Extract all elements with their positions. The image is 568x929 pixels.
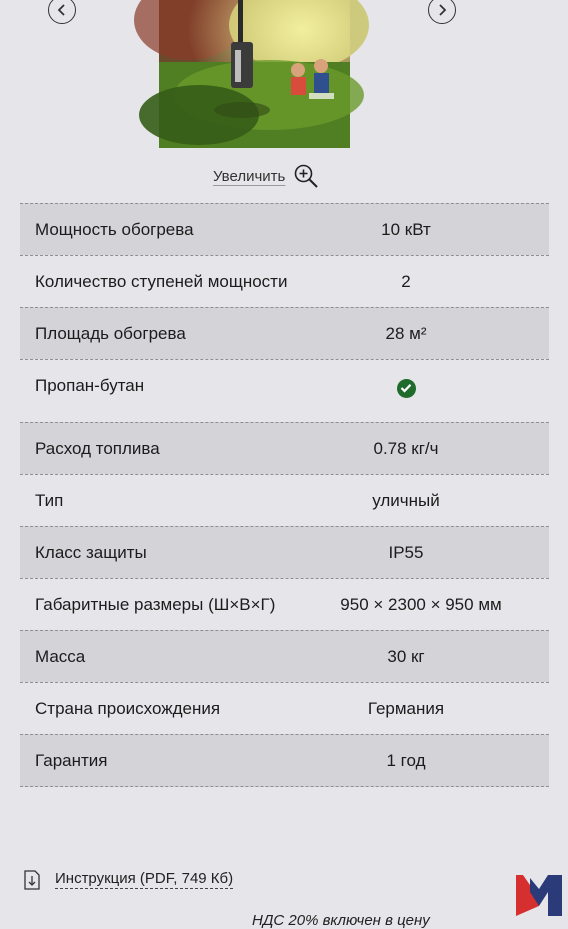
spec-value: IP55 (388, 543, 424, 562)
gallery-prev-button[interactable] (48, 0, 76, 24)
spec-value: 28 м² (385, 324, 427, 343)
spec-value: Германия (367, 699, 445, 718)
spec-name: Мощность обогрева (35, 220, 194, 239)
spec-row-weight (20, 630, 549, 682)
spec-value: 10 кВт (381, 220, 431, 239)
spec-value: уличный (372, 491, 440, 510)
spec-row-heating-area (20, 307, 549, 359)
manual-label[interactable]: Инструкция (PDF, 749 Кб) (55, 869, 234, 887)
spec-name: Площадь обогрева (35, 324, 186, 343)
spec-name: Масса (35, 647, 86, 666)
download-icon (24, 868, 40, 890)
spec-name: Страна происхождения (35, 699, 221, 718)
brand-logo-icon[interactable] (514, 872, 564, 917)
spec-name: Расход топлива (35, 439, 160, 458)
spec-value (303, 360, 549, 411)
spec-name: Тип (35, 491, 64, 510)
gallery-next-button[interactable] (428, 0, 456, 24)
spec-row-fuel-consumption (20, 422, 549, 474)
chevron-left-icon (56, 3, 68, 17)
zoom-link[interactable] (213, 163, 319, 189)
zoom-in-icon (293, 163, 319, 189)
zoom-label[interactable]: Увеличить (213, 167, 286, 185)
spec-name: Пропан-бутан (35, 376, 145, 395)
spec-row-country (20, 682, 549, 734)
spec-row-protection-class (20, 526, 549, 578)
check-circle-icon (397, 379, 416, 398)
spec-value: 30 кг (387, 647, 425, 666)
spec-value: 950 × 2300 × 950 мм (340, 595, 502, 614)
tax-note: НДС 20% включен в цену (252, 912, 430, 929)
spec-value: 2 (401, 272, 411, 291)
spec-value: 1 год (386, 751, 426, 770)
spec-row-power-steps (20, 255, 549, 307)
chevron-right-icon (436, 3, 448, 17)
spec-row-dimensions (20, 578, 549, 630)
product-photo[interactable] (159, 0, 350, 148)
spec-name: Класс защиты (35, 543, 147, 562)
spec-row-warranty (20, 734, 549, 787)
spec-row-type (20, 474, 549, 526)
spec-name: Габаритные размеры (Ш×В×Г) (35, 595, 276, 614)
spec-name: Количество ступеней мощности (35, 272, 288, 291)
specs-table (20, 203, 549, 787)
spec-row-heating-power (20, 203, 549, 255)
manual-download-link[interactable] (24, 868, 233, 890)
product-photo-image (159, 0, 350, 148)
spec-name: Гарантия (35, 751, 108, 770)
spec-row-propane-butane (20, 359, 549, 422)
spec-value: 0.78 кг/ч (373, 439, 439, 458)
